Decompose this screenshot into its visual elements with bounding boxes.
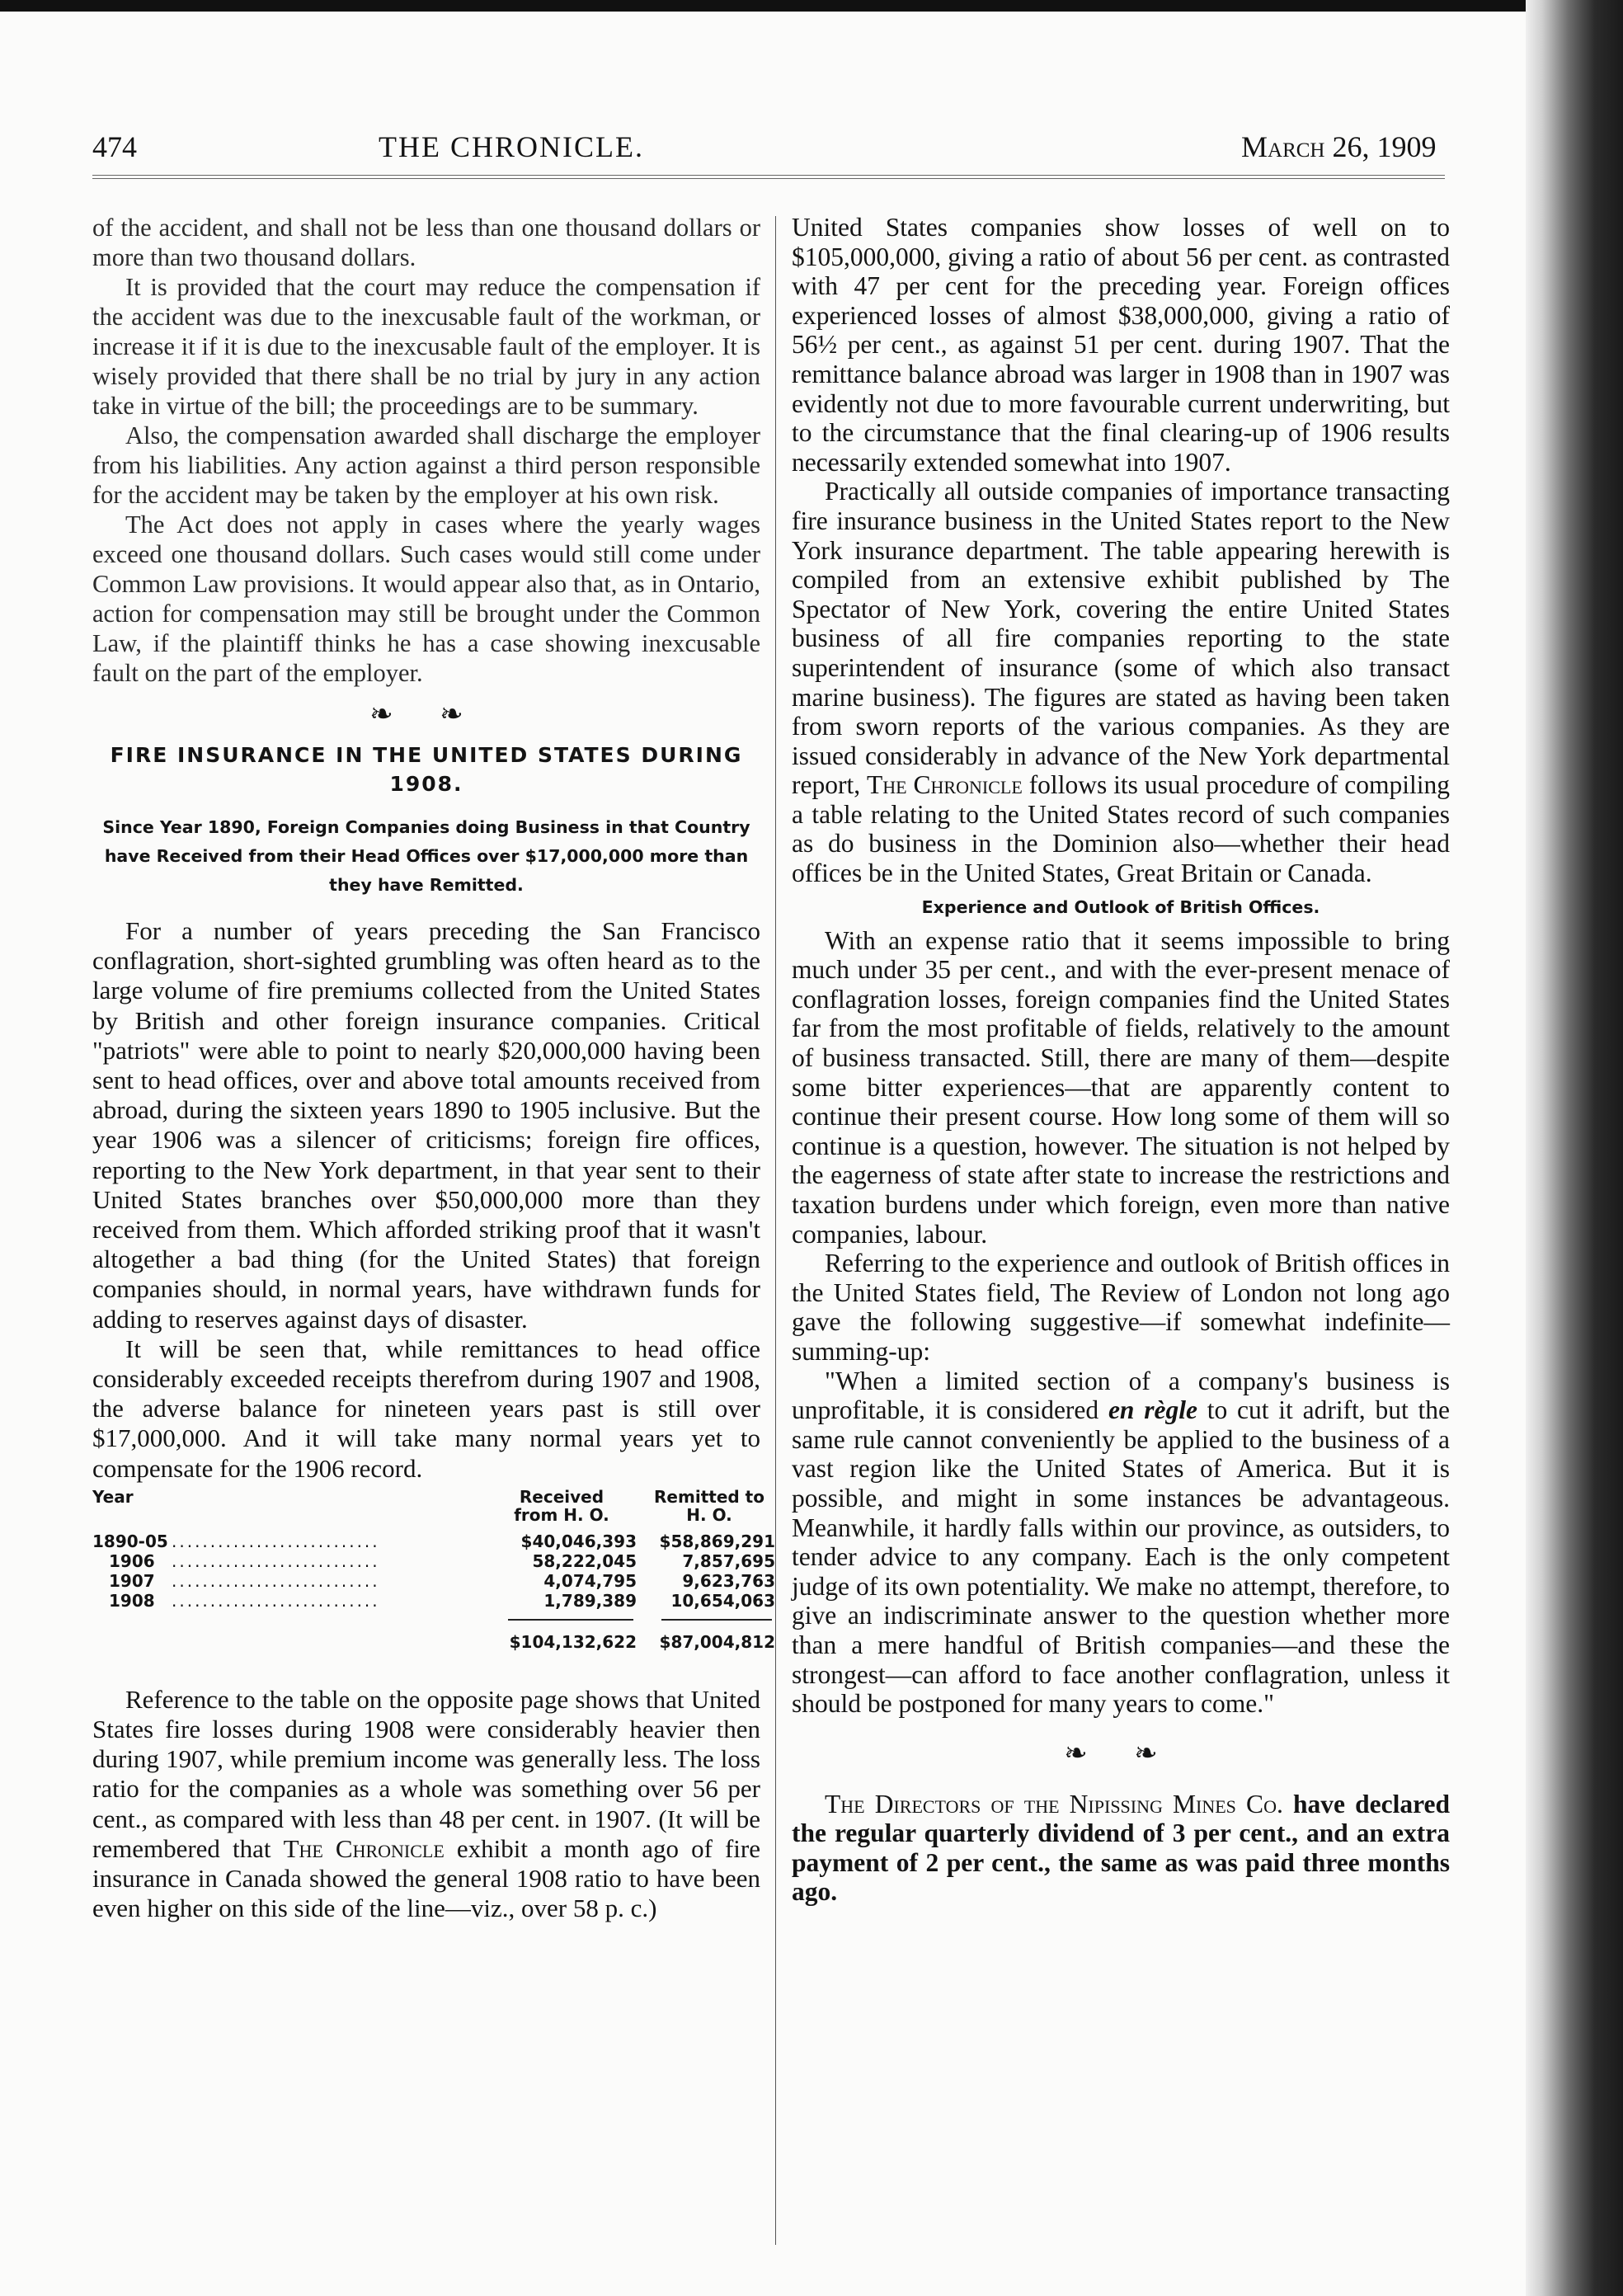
table-cell-received: 1,789,389 [543,1590,637,1611]
paragraph: of the accident, and shall not be less than one thousand dollars or more than two thousand dollars. [92,214,760,271]
table-cell-remitted: 7,857,695 [682,1550,775,1571]
leader-dots: ........................... [172,1531,380,1551]
publication-title: THE CHRONICLE. [379,130,644,163]
table-total-received: $104,132,622 [509,1631,637,1652]
page-number: 474 [92,130,137,163]
header-rule [92,175,1445,179]
table-header-received-sub: from H. O. [514,1504,609,1525]
leader-dots: ........................... [172,1570,380,1591]
section-ornament: ❧ ❧ [1064,1738,1178,1769]
table-header-year: Year [92,1486,134,1507]
paragraph: It is provided that the court may reduce the compensation if the accident was due to the inexcusable fault of the workman, or increase it if it is due to the inexcusable fault of the employer. It is wisely provided that there shall be no trial by jury in any action take in virtue of the bill; the proceedings are to be summary. [92,273,760,420]
text-run: "When a limited section of a company's business is unprofitable, it is considered [792,1366,1450,1425]
text-run: Practically all outside companies of importance transacting fire insurance business in the United States report to the New York insurance department. The table appearing herewith is compiled from an extensive exhibit published by The Spectator of New York, covering the entire United States business of all fire companies reporting to the state superintendent of insurance (some of which also transact marine business). The figures are stated as having been taken from sworn reports of the various companies. As they are issued considerably in advance of the New York departmental report, [792,477,1450,800]
section-subheading: Experience and Outlook of British Offices. [921,896,1320,917]
paragraph: With an expense ratio that it seems impossible to bring much under 35 per cent., and with the ever-present menace of conflagration losses, foreign companies find the United States far from the most profitable of fields, relatively to the amount of business transacted. Still, there are many of them—despite some bitter experiences—that are apparently content to continue their present course. How long some of them will so continue is a question, however. The situation is not helped by the eagerness of state after state to increase the restrictions and taxation burdens under which foreign, even more than native companies, labour. [792,925,1450,1249]
article-title: FIRE INSURANCE IN THE UNITED STATES DURING 1908. [110,743,743,796]
paragraph: United States companies show losses of well on to $105,000,000, giving a ratio of about 56 per cent. as contrasted with 47 per cent for the preceding year. Foreign offices experienced losses of almost $38,000,000, giving a ratio of 56½ per cent., as against 51 per cent. during 1907. That the remittance balance abroad was larger in 1908 than in 1907 was evidently not due to more favourable current underwriting, but to the circumstance that the final clearing-up of 1906 results necessarily extended somewhat into 1907. [792,213,1450,477]
table-row-year: 1908 [109,1590,155,1611]
paragraph: For a number of years preceding the San Francisco conflagration, short-sighted grumbling was often heard as to the large volume of fire premiums collected from the United States by British and other foreign insurance companies. Critical "patriots" were able to point to nearly $20,000,000 having been sent to head offices, over and above total amounts received from abroad, during the sixteen years 1890 to 1905 inclusive. But the year 1906 was a silencer of criticisms; foreign fire offices, reporting to the New York department, in that year sent to their United States branches over $50,000,000 more than they received from them. Which afforded striking proof that it wasn't altogether a bad thing (for the United States) that foreign companies should, in normal years, have withdrawn funds for adding to reserves against days of disaster. [92,916,760,1334]
table-row-year: 1890-05 [92,1531,168,1551]
table-cell-remitted: 10,654,063 [670,1590,775,1611]
right-column [792,213,1450,1907]
total-rule [508,1619,633,1621]
text-run: exhibit a month ago of fire insurance in Canada showed the general 1908 ratio to have been even higher on this side of the line—viz., over 58 p. c.) [92,1833,760,1923]
leader-dots: ........................... [172,1590,380,1611]
notice-paragraph [792,1790,1450,1907]
scan-top-border [0,0,1623,12]
table-cell-remitted: 9,623,763 [682,1570,775,1591]
table-header-remitted-sub: H. O. [686,1504,732,1525]
table-cell-received: $40,046,393 [520,1531,637,1551]
issue-date: March 26, 1909 [1241,130,1437,163]
table-cell-received: 4,074,795 [543,1570,637,1591]
foreign-phrase: en règle [1108,1395,1197,1425]
section-ornament: ❧ ❧ [369,699,483,730]
publication-name: The Chronicle [867,770,1023,800]
total-rule [661,1619,772,1621]
paragraph: It will be seen that, while remittances to head office considerably exceeded receipts therefrom during 1907 and 1908, the adverse balance for nineteen years past is still over $17,000,000. And it will take many normal years yet to compensate for the 1906 record. [92,1334,760,1483]
column-divider [775,216,776,2245]
table-row-year: 1907 [109,1570,155,1591]
table-header-received: Received [519,1486,605,1507]
publication-name: The Chronicle [283,1833,445,1863]
table-header-remitted: Remitted to [654,1486,764,1507]
table-cell-received: 58,222,045 [532,1550,637,1571]
book-binding-shadow [1526,0,1623,2296]
leader-dots: ........................... [172,1550,380,1571]
quotation [792,1367,1450,1719]
table-row-year: 1906 [109,1550,155,1571]
remittance-table [92,1486,775,1668]
paragraph: Also, the compensation awarded shall discharge the employer from his liabilities. Any action against a third person responsible for the accident may be taken by the employer at his own risk. [92,421,760,509]
left-column [92,213,775,1923]
table-total-remitted: $87,004,812 [659,1631,775,1652]
paragraph [792,477,1450,887]
text-run: have declared the regular quarterly dividend of 3 per cent., and an extra payment of 2 per cent., the same as was paid three months ago. [792,1789,1450,1907]
paragraph: The Act does not apply in cases where the yearly wages exceed one thousand dollars. Such cases would still come under Common Law provisions. It would appear also that, as in Ontario, action for compensation may still be brought under the Common Law, if the plaintiff thinks he has a case showing inexcusable fault on the part of the employer. [92,510,760,687]
text-run: follows its usual procedure of compiling a table relating to the United States record of such companies as do business in the Dominion also—whether their head offices be in the United States, Great Britain or Canada. [792,770,1451,888]
table-cell-remitted: $58,869,291 [659,1531,775,1551]
text-run: Reference to the table on the opposite page shows that United States fire losses during 1908 were considerably heavier then during 1907, while premium income was generally less. The loss ratio for the companies as a whole was something over 56 per cent., as compared with less than 48 per cent. in 1907. (It will be remembered that [92,1684,760,1863]
paragraph [92,1685,760,1924]
text-run: to cut it adrift, but the same rule cannot conveniently be applied to the business of a vast region like the United States of America. But it is possible, and might in some instances be advantageous. Meanwhile, it hardly falls within our province, as outsiders, to tender advice to any company. Each is the only competent judge of its own potentiality. We make no attempt, therefore, to give an indiscriminate answer to the question whether more than a mere handful of British companies—and these the strongest—can afford to face another conflagration, unless it should be postponed for many years to come." [792,1395,1450,1719]
paragraph: Referring to the experience and outlook of British offices in the United States field, The Review of London not long ago gave the following suggestive—if somewhat indefinite—summing-up: [792,1249,1450,1366]
notice-lead: The Directors of the Nipissing Mines Co. [825,1789,1283,1818]
article-subtitle: Since Year 1890, Foreign Companies doing Business in that Country have Received from their Head Offices over $17,000,000 more than they have Remitted. [102,817,750,895]
